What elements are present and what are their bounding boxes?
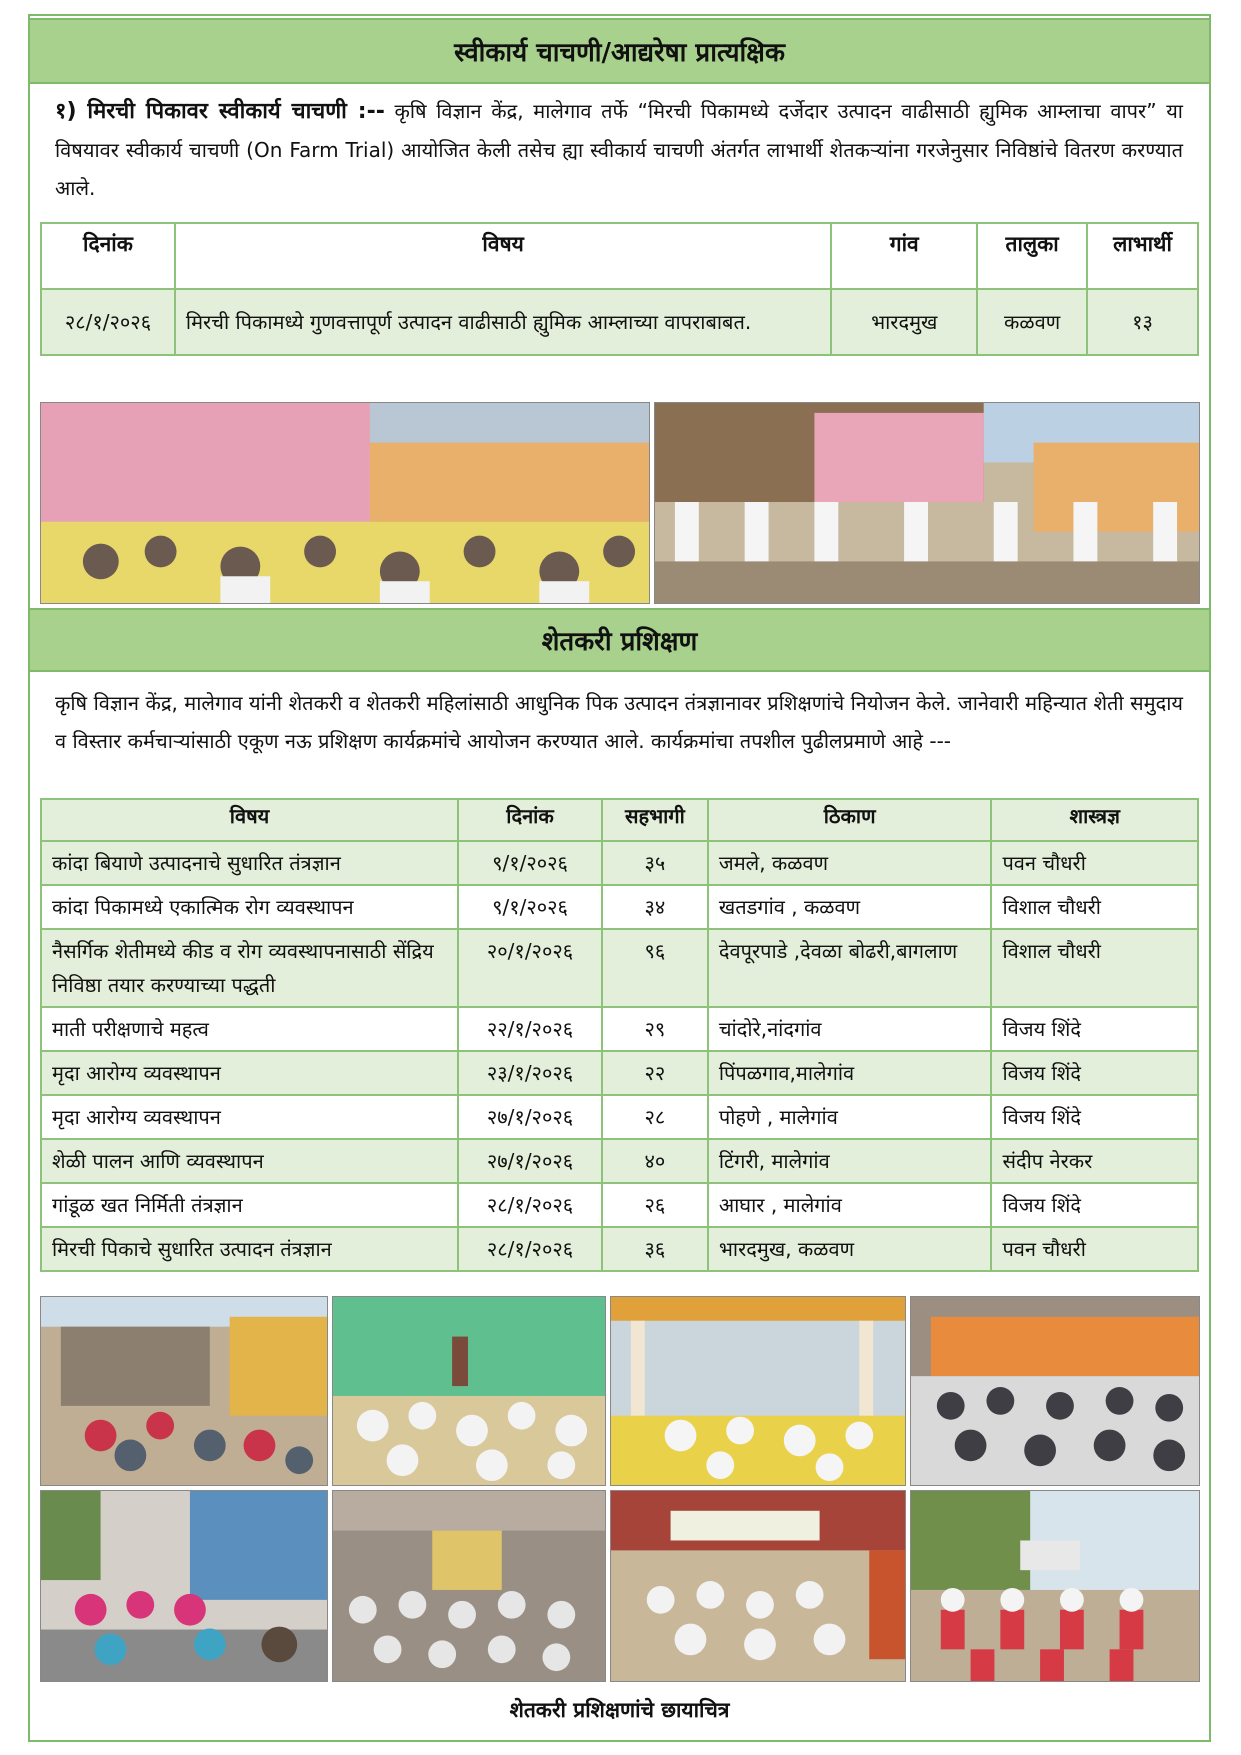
training-table [40,798,1199,1272]
cell-subject: मृदा आरोग्य व्यवस्थापन [41,1095,458,1139]
table-row [41,1051,1198,1095]
cell-date: ९/१/२०२६ [458,885,602,929]
cell-venue: पोहणे , मालेगांव [708,1095,992,1139]
training-header-participants: सहभागी [602,799,708,841]
trial-paragraph [55,92,1183,207]
cell-venue: टिंगरी, मालेगांव [708,1139,992,1183]
cell-participants: २६ [602,1183,708,1227]
training-photo-7 [610,1490,906,1682]
training-photo-4 [910,1296,1200,1486]
trial-header-beneficiaries: लाभार्थी [1087,223,1198,289]
training-photo-6 [332,1490,606,1682]
trial-cell-subject: मिरची पिकामध्ये गुणवत्तापूर्ण उत्पादन वाढीसाठी ह्युमिक आम्लाच्या वापराबाबत. [175,289,831,355]
cell-participants: ३४ [602,885,708,929]
cell-date: २७/१/२०२६ [458,1095,602,1139]
trial-row [41,289,1198,355]
cell-date: २२/१/२०२६ [458,1007,602,1051]
training-photo-8 [910,1490,1200,1682]
cell-scientist: पवन चौधरी [991,1227,1198,1271]
trial-header-taluka: तालुका [977,223,1087,289]
table-row [41,1183,1198,1227]
training-photo-5 [40,1490,328,1682]
cell-participants: ३६ [602,1227,708,1271]
training-header-scientist: शास्त्रज्ञ [991,799,1198,841]
trial-photo-1 [40,402,650,604]
table-row [41,1139,1198,1183]
trial-cell-beneficiaries: १३ [1087,289,1198,355]
trial-table [40,222,1199,356]
cell-subject: माती परीक्षणाचे महत्व [41,1007,458,1051]
cell-venue: खतडगांव , कळवण [708,885,992,929]
training-header-date: दिनांक [458,799,602,841]
cell-participants: ९६ [602,929,708,1007]
cell-date: २८/१/२०२६ [458,1227,602,1271]
cell-scientist: विजय शिंदे [991,1183,1198,1227]
cell-date: २८/१/२०२६ [458,1183,602,1227]
trial-cell-date: २८/१/२०२६ [41,289,175,355]
training-paragraph: कृषि विज्ञान केंद्र, मालेगाव यांनी शेतकरी व शेतकरी महिलांसाठी आधुनिक पिक उत्पादन तंत्रज्ञानावर प्रशिक्षणांचे नियोजन केले. जानेवारी महिन्यात शेती समुदाय व विस्तार कर्मचाऱ्यांसाठी एकूण नऊ प्रशिक्षण कार्यक्रमांचे आयोजन करण्यात आले. कार्यक्रमांचा तपशील पुढीलप्रमाणे आहे --- [55,691,1183,753]
cell-scientist: विशाल चौधरी [991,885,1198,929]
photo-caption: शेतकरी प्रशिक्षणांचे छायाचित्र [509,1698,730,1722]
cell-scientist: विजय शिंदे [991,1007,1198,1051]
training-header-subject: विषय [41,799,458,841]
cell-venue: भारदमुख, कळवण [708,1227,992,1271]
table-row [41,1227,1198,1271]
cell-subject: नैसर्गिक शेतीमध्ये कीड व रोग व्यवस्थापनासाठी सेंद्रिय निविष्ठा तयार करण्याच्या पद्धती [41,929,458,1007]
training-header-venue: ठिकाण [708,799,992,841]
cell-date: २७/१/२०२६ [458,1139,602,1183]
cell-participants: ३५ [602,841,708,885]
trial-header-village: गांव [831,223,977,289]
cell-participants: ४० [602,1139,708,1183]
cell-scientist: विशाल चौधरी [991,929,1198,1007]
table-row [41,885,1198,929]
table-row [41,841,1198,885]
cell-participants: २९ [602,1007,708,1051]
training-photo-2 [332,1296,606,1486]
cell-subject: कांदा पिकामध्ये एकात्मिक रोग व्यवस्थापन [41,885,458,929]
trial-cell-taluka: कळवण [977,289,1087,355]
cell-subject: गांडूळ खत निर्मिती तंत्रज्ञान [41,1183,458,1227]
table-row [41,1007,1198,1051]
cell-venue: पिंपळगाव,मालेगांव [708,1051,992,1095]
cell-subject: मृदा आरोग्य व्यवस्थापन [41,1051,458,1095]
section-title-training: शेतकरी प्रशिक्षण [28,608,1211,672]
cell-venue: देवपूरपाडे ,देवळा बोढरी,बागलाण [708,929,992,1007]
trial-cell-village: भारदमुख [831,289,977,355]
cell-subject: शेळी पालन आणि व्यवस्थापन [41,1139,458,1183]
table-row [41,929,1198,1007]
cell-scientist: विजय शिंदे [991,1051,1198,1095]
trial-photo-2 [654,402,1200,604]
cell-participants: २२ [602,1051,708,1095]
training-photo-1 [40,1296,328,1486]
cell-venue: चांदोरे,नांदगांव [708,1007,992,1051]
trial-header-subject: विषय [175,223,831,289]
cell-subject: मिरची पिकाचे सुधारित उत्पादन तंत्रज्ञान [41,1227,458,1271]
cell-date: २३/१/२०२६ [458,1051,602,1095]
section-title-trial: स्वीकार्य चाचणी/आद्यरेषा प्रात्यक्षिक [28,18,1211,84]
cell-venue: जमले, कळवण [708,841,992,885]
cell-scientist: संदीप नेरकर [991,1139,1198,1183]
cell-participants: २८ [602,1095,708,1139]
trial-text: कृषि विज्ञान केंद्र, मालेगाव तर्फे “मिरची पिकामध्ये दर्जेदार उत्पादन वाढीसाठी ह्युमिक आम्लाचा वापर” या विषयावर स्वीकार्य चाचणी (On Farm Trial) आयोजित केली तसेच ह्या स्वीकार्य चाचणी अंतर्गत लाभार्थी शेतकऱ्यांना गरजेनुसार निविष्ठांचे वितरण करण्यात आले. [55,99,1183,200]
cell-subject: कांदा बियाणे उत्पादनाचे सुधारित तंत्रज्ञान [41,841,458,885]
cell-venue: आघार , मालेगांव [708,1183,992,1227]
table-row [41,1095,1198,1139]
cell-date: ९/१/२०२६ [458,841,602,885]
trial-header-date: दिनांक [41,223,175,289]
cell-date: २०/१/२०२६ [458,929,602,1007]
trial-lead: १) मिरची पिकावर स्वीकार्य चाचणी :-- [55,99,385,124]
training-photo-3 [610,1296,906,1486]
cell-scientist: विजय शिंदे [991,1095,1198,1139]
cell-scientist: पवन चौधरी [991,841,1198,885]
